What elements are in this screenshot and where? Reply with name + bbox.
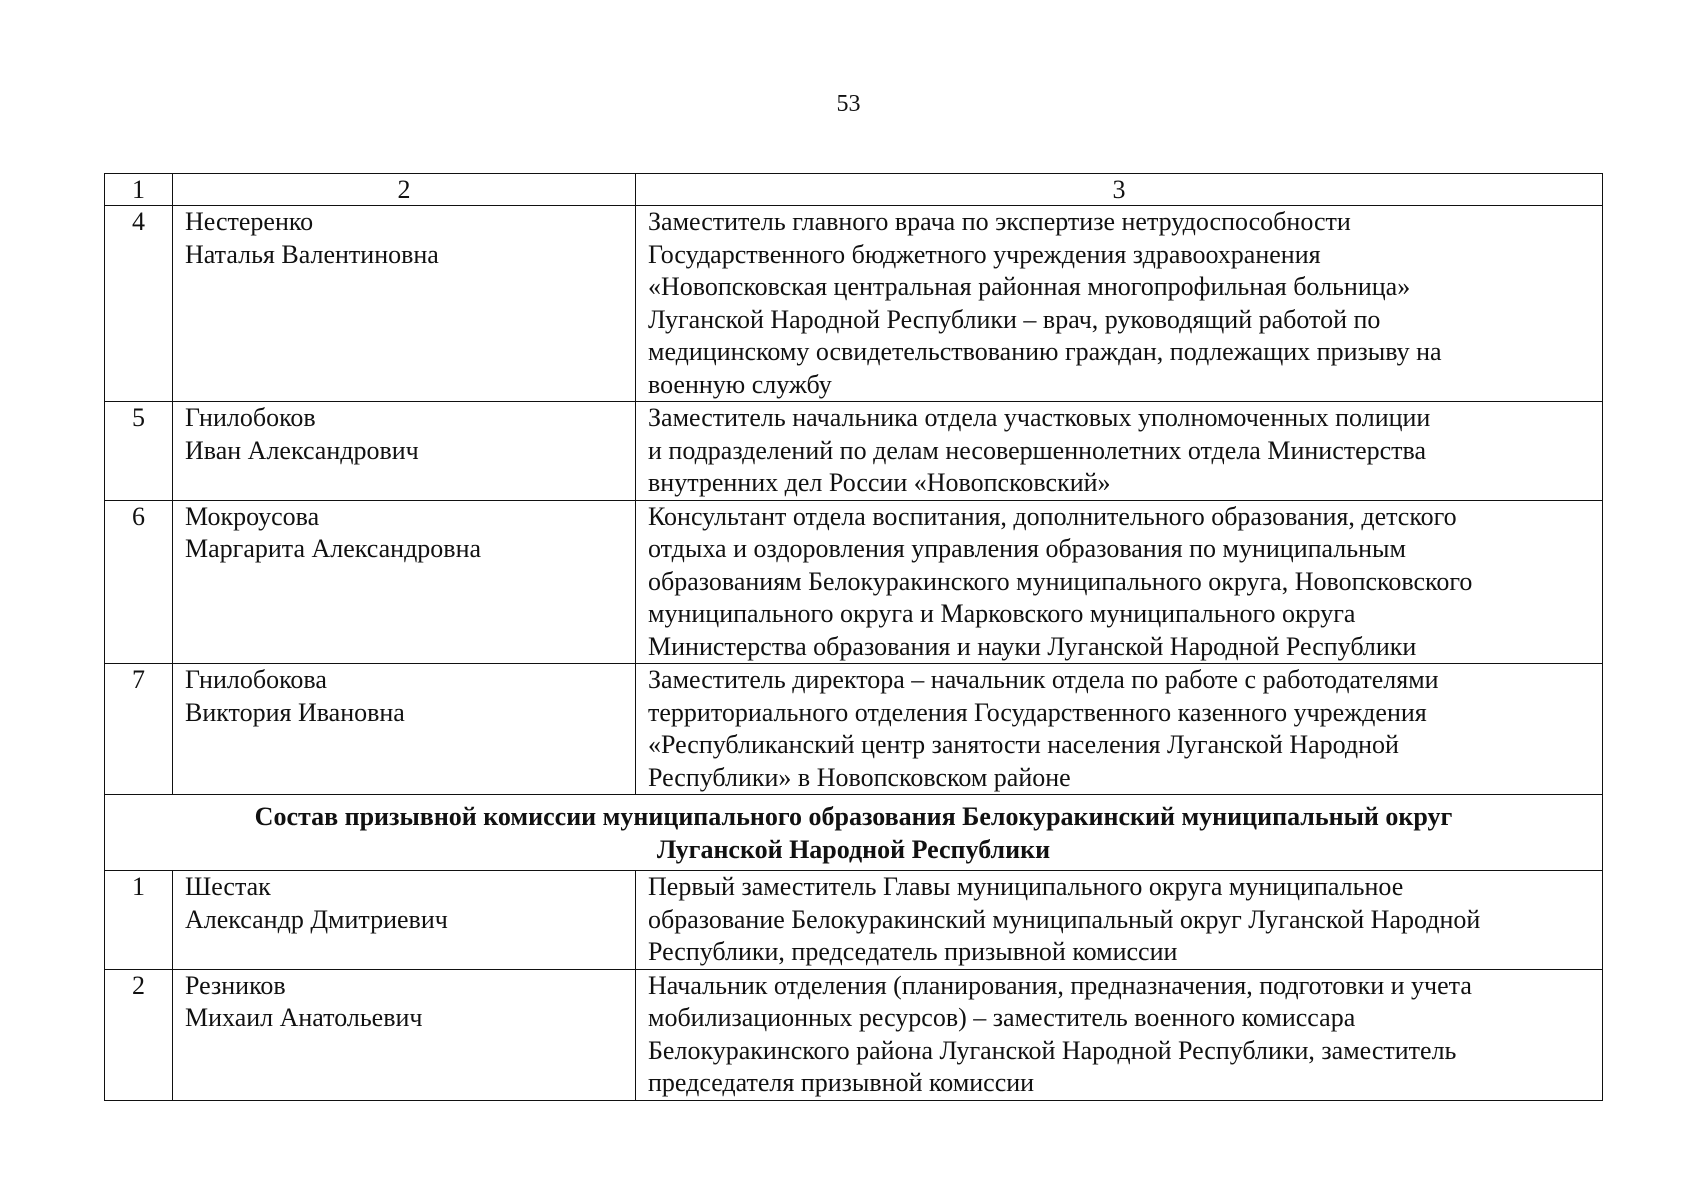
position-line: Заместитель начальника отдела участковых уполномоченных полиции (648, 403, 1431, 432)
surname: Гнилобокова (185, 665, 327, 694)
member-position (636, 969, 1603, 1100)
position-line: внутренних дел России «Новопсковский» (648, 468, 1111, 497)
position-line: Белокуракинского района Луганской Народной Республики, заместитель (648, 1035, 1457, 1065)
position-line: медицинскому освидетельствованию граждан, подлежащих призыву на (648, 337, 1442, 366)
position-line: Заместитель директора – начальник отдела по работе с работодателями (648, 665, 1439, 694)
position-line: Министерства образования и науки Луганской Народной Республики (648, 631, 1417, 661)
column-number-1: 1 (105, 174, 173, 206)
section-heading (105, 795, 1603, 871)
table-row (105, 871, 1603, 970)
surname: Шестак (185, 872, 271, 901)
position-line: председателя призывной комиссии (648, 1068, 1035, 1097)
column-number-header-row (105, 174, 1603, 206)
section-heading-line: Состав призывной комиссии муниципального образования Белокуракинский муниципальный округ (254, 802, 1453, 831)
given-names: Наталья Валентиновна (185, 239, 439, 269)
position-line: Республики» в Новопсковском районе (648, 762, 1071, 792)
row-number: 4 (105, 206, 173, 402)
member-position (636, 871, 1603, 970)
given-names: Маргарита Александровна (185, 534, 482, 563)
position-line: отдыха и оздоровления управления образования по муниципальным (648, 534, 1406, 563)
member-position (636, 664, 1603, 795)
table-row (105, 500, 1603, 664)
table-row (105, 402, 1603, 501)
row-number: 5 (105, 402, 173, 501)
position-line: военную службу (648, 369, 832, 399)
row-number: 6 (105, 500, 173, 664)
commission-table (104, 173, 1603, 1101)
given-names: Виктория Ивановна (185, 697, 405, 727)
member-name (173, 402, 636, 501)
table-row (105, 969, 1603, 1100)
position-line: Начальник отделения (планирования, предназначения, подготовки и учета (648, 970, 1472, 1000)
position-line: Республики, председатель призывной комиссии (648, 937, 1178, 966)
position-line: «Новопсковская центральная районная многопрофильная больница» (648, 272, 1411, 301)
position-line: Государственного бюджетного учреждения здравоохранения (648, 239, 1321, 269)
given-names: Александр Дмитриевич (185, 904, 448, 934)
row-number: 7 (105, 664, 173, 795)
position-line: Первый заместитель Главы муниципального округа муниципальное (648, 872, 1404, 901)
surname: Гнилобоков (185, 403, 316, 432)
member-position (636, 206, 1603, 402)
position-line: Консультант отдела воспитания, дополнительного образования, детского (648, 501, 1457, 531)
column-number-3: 3 (636, 174, 1603, 206)
row-number: 1 (105, 871, 173, 970)
member-name (173, 664, 636, 795)
given-names: Иван Александрович (185, 435, 419, 465)
position-line: Луганской Народной Республики – врач, руководящий работой по (648, 304, 1381, 334)
position-line: муниципального округа и Марковского муниципального округа (648, 599, 1356, 628)
member-name (173, 969, 636, 1100)
member-position (636, 402, 1603, 501)
surname: Нестеренко (185, 207, 314, 236)
member-name (173, 871, 636, 970)
position-line: образование Белокуракинский муниципальный округ Луганской Народной (648, 904, 1481, 934)
table-row (105, 664, 1603, 795)
section-heading-line: Луганской Народной Республики (656, 834, 1051, 864)
section-heading-row (105, 795, 1603, 871)
surname: Мокроусова (185, 501, 320, 531)
position-line: Заместитель главного врача по экспертизе нетрудоспособности (648, 207, 1351, 236)
member-name (173, 500, 636, 664)
row-number: 2 (105, 969, 173, 1100)
member-position (636, 500, 1603, 664)
position-line: мобилизационных ресурсов) – заместитель военного комиссара (648, 1003, 1356, 1032)
page-number: 53 (836, 91, 861, 117)
column-number-2: 2 (173, 174, 636, 206)
surname: Резников (185, 970, 286, 1000)
position-line: «Республиканский центр занятости населения Луганской Народной (648, 730, 1399, 759)
position-line: территориального отделения Государственного казенного учреждения (648, 697, 1427, 727)
given-names: Михаил Анатольевич (185, 1003, 423, 1032)
table-row (105, 206, 1603, 402)
member-name (173, 206, 636, 402)
position-line: образованиям Белокуракинского муниципального округа, Новопсковского (648, 566, 1473, 596)
position-line: и подразделений по делам несовершеннолетних отдела Министерства (648, 435, 1427, 465)
